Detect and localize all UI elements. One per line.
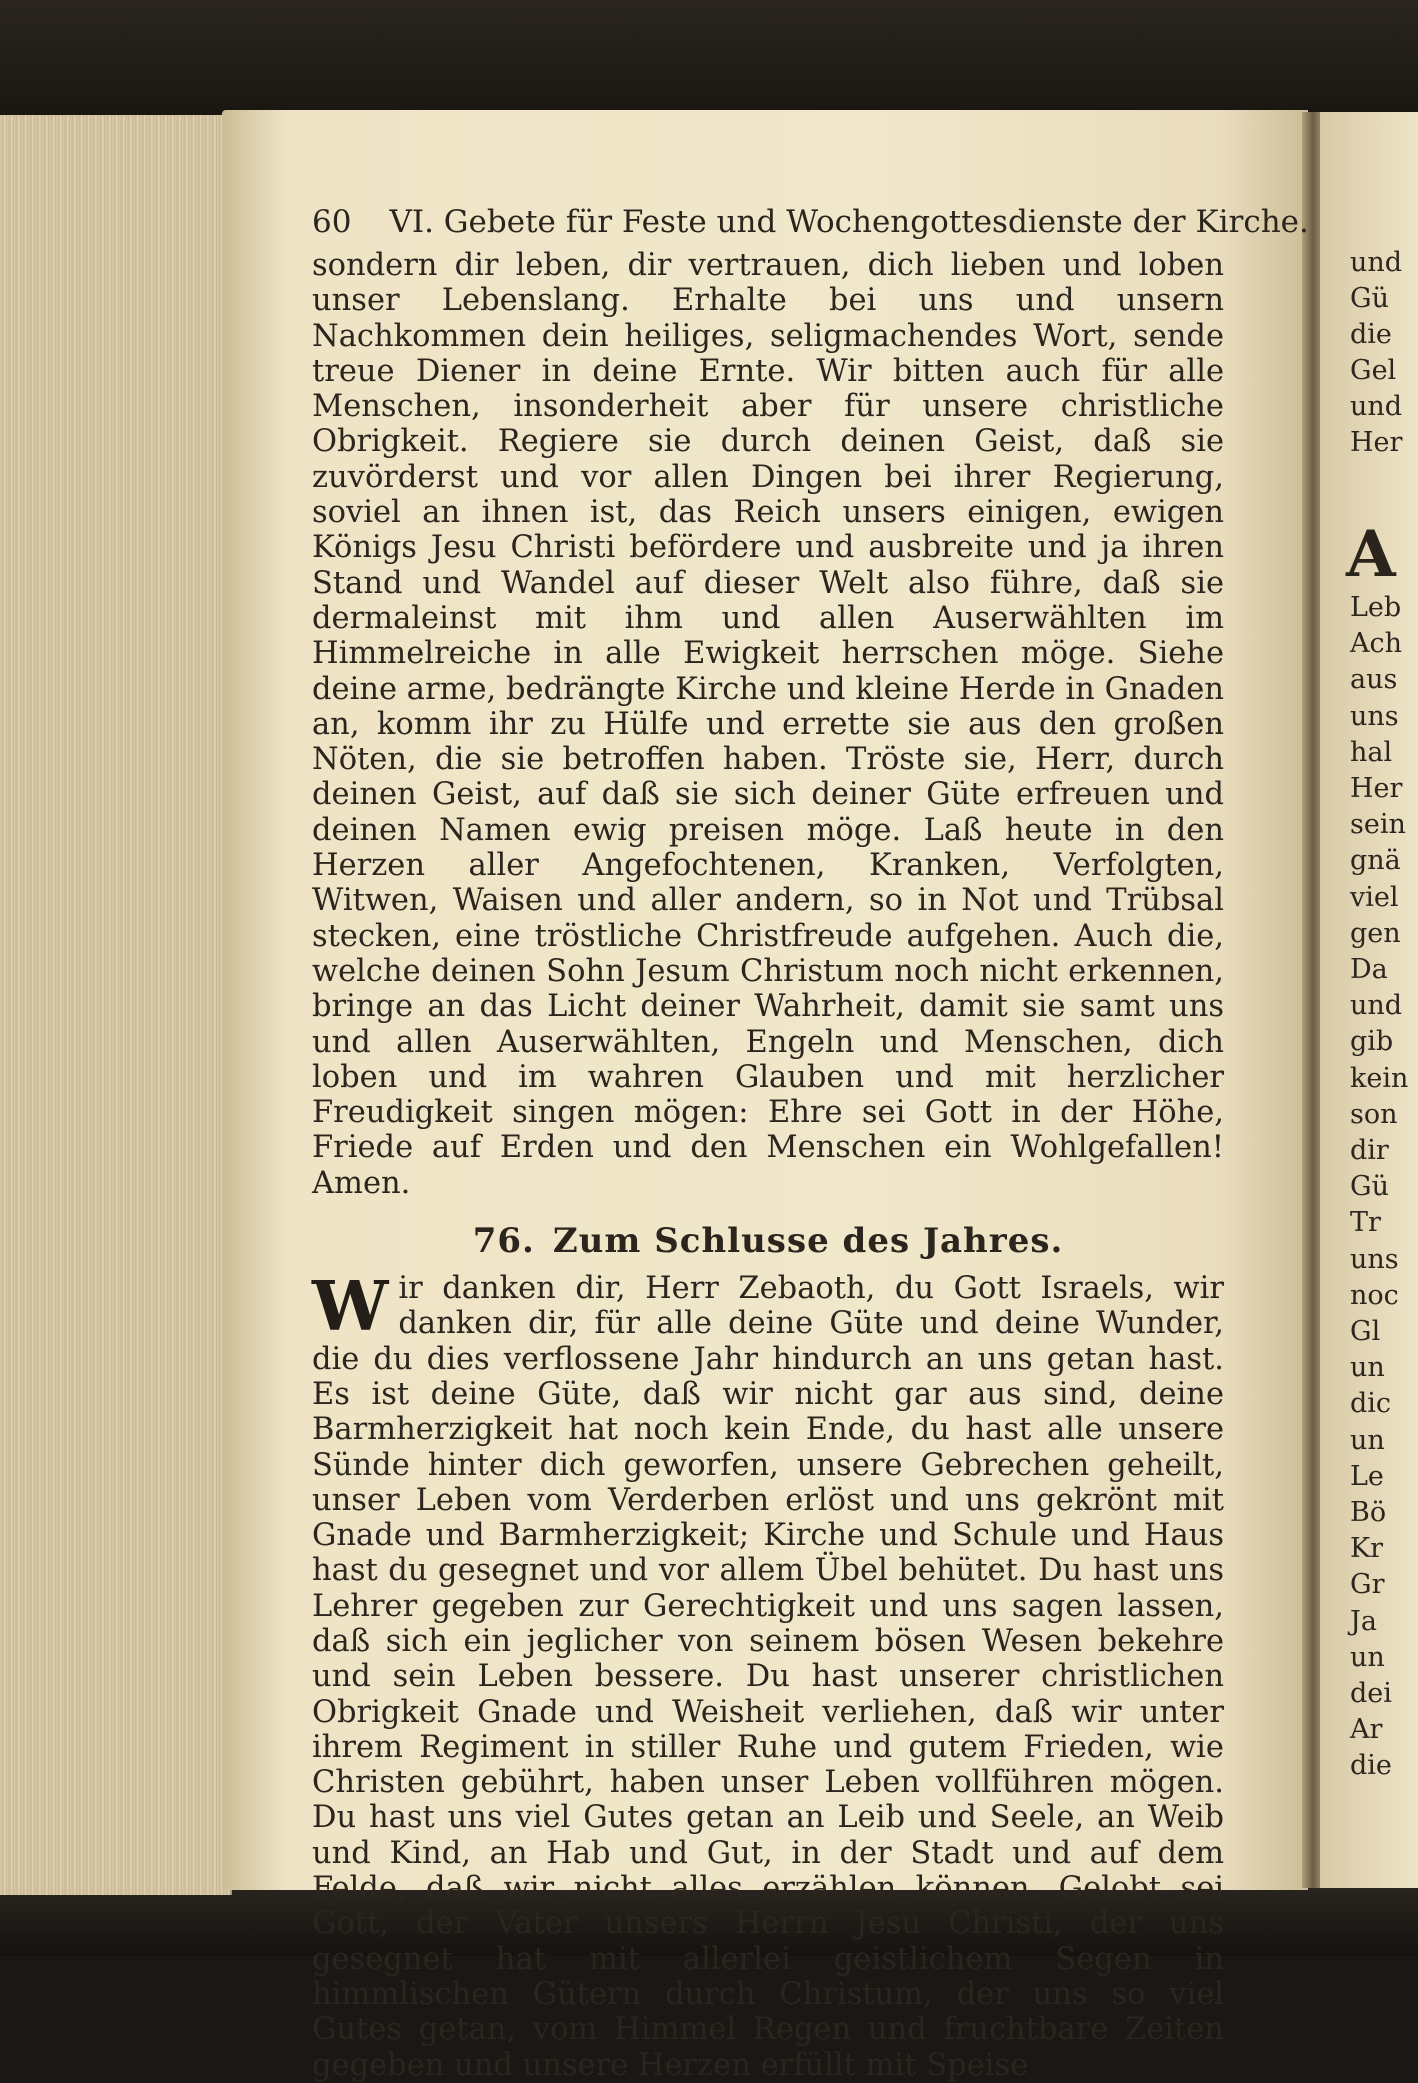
facing-page-fragment: uns	[1350, 1243, 1399, 1275]
page-text	[312, 200, 1309, 2083]
prayer-heading	[312, 1211, 1224, 1271]
facing-page-fragment: Her	[1350, 427, 1403, 458]
facing-page-fragment: Her	[1350, 773, 1403, 804]
page-number: 60	[312, 204, 352, 240]
facing-page-fragment: Gl	[1350, 1316, 1381, 1347]
facing-page-fragment: und	[1350, 247, 1403, 278]
facing-page-fragment: Ach	[1350, 628, 1403, 660]
facing-page-fragment: dei	[1350, 1678, 1392, 1709]
continuation-paragraph: sondern dir leben, dir vertrauen, dich lieben und loben unser Lebenslang. Erhalte bei uns und unsern Nachkommen dein heiliges, seligmachendes Wort, sende treue Diener in deine Ernte. Wir bitten auch für alle Menschen, insonderheit aber für unsere christliche Obrigkeit. Regiere sie durch deinen Geist, daß sie zuvörderst und vor allen Dingen bei ihrer Regierung, soviel an ihnen ist, das Reich unsers einigen, ewigen Königs Jesu Christi befördere und ausbreite und ja ihren Stand und Wandel auf dieser Welt also führe, daß sie dermaleinst mit ihm und allen Auserwählten im Himmelreiche in alle Ewigkeit herrschen möge. Siehe deine arme, bedrängte Kirche und kleine Herde in Gnaden an, komm ihr zu Hülfe und errette sie aus den großen Nöten, die sie betroffen haben. Tröste sie, Herr, durch deinen Geist, auf daß sie sich deiner Güte erfreuen und deinen Namen ewig preisen möge. Laß heute in den Herzen aller Angefochtenen, Kranken, Verfolgten, Witwen, Waisen und aller andern, so in Not und Trübsal stecken, eine tröstliche Christfreude aufgehen. Auch die, welche deinen Sohn Jesum Christum noch nicht erkennen, bringe an das Licht deiner Wahrheit, damit sie samt uns und allen Auserwählten, Engeln und Menschen, dich loben und im wahren Glauben und mit herzlicher Freudigkeit singen mögen: Ehre sei Gott in der Höhe, Friede auf Erden und den Menschen ein Wohlgefallen! Amen.	[312, 248, 1224, 1201]
facing-page	[1320, 112, 1418, 1888]
prayer-title: Zum Schlusse des Jahres.	[552, 1221, 1064, 1262]
facing-page-fragment: hal	[1350, 736, 1393, 768]
facing-page-fragment: Leb	[1350, 592, 1402, 623]
facing-page-fragment: uns	[1350, 700, 1399, 732]
prayer-text: ir danken dir, Herr Zebaoth, du Gott Israels, wir danken dir, für alle deine Güte und deine Wunder, die du dies verflossene Jahr hindurch an uns getan hast. Es ist deine Güte, daß wir nicht gar aus sind, deine Barmherzigkeit hat noch kein Ende, du hast alle unsere Sünde hinter dich geworfen, unsere Gebrechen geheilt, unser Leben vom Verderben erlöst und uns gekrönt mit Gnade und Barmherzigkeit; Kirche und Schule und Haus hast du gesegnet und vor allem Übel behütet. Du hast uns Lehrer gegeben zur Gerechtigkeit und uns sagen lassen, daß sich ein jeglicher von seinem bösen Wesen bekehre und sein Leben bessere. Du hast unserer christlichen Obrigkeit Gnade und Weisheit verliehen, daß wir unter ihrem Regiment in stiller Ruhe und gutem Frieden, wie Christen gebührt, haben unser Leben vollführen mögen. Du hast uns viel Gutes getan an Leib und Seele, an Weib und Kind, an Hab und Gut, in der Stadt und auf dem Felde, daß wir nicht alles erzählen können. Gelobt sei Gott, der Vater unsers Herrn Jesu Christi, der uns gesegnet hat mit allerlei geistlichem Segen in himmlischen Gütern durch Christum, der uns so viel Gutes getan, vom Himmel Regen und fruchtbare Zeiten gegeben und unsere Herzen erfüllt mit Speise	[312, 1271, 1224, 2083]
facing-page-fragment: aus	[1350, 664, 1398, 696]
facing-page-drop-cap: A	[1346, 517, 1396, 592]
drop-cap: W	[312, 1267, 389, 1348]
facing-page-fragment: und	[1350, 990, 1403, 1022]
facing-page-fragment: dic	[1350, 1388, 1392, 1420]
facing-page-fragment: un	[1350, 1641, 1385, 1673]
facing-page-fragment: gib	[1350, 1026, 1394, 1058]
facing-page-fragment: kein	[1350, 1062, 1409, 1094]
prayer-number: 76.	[472, 1221, 535, 1262]
facing-page-fragment: Kr	[1350, 1533, 1384, 1565]
running-head	[312, 200, 1309, 248]
facing-page-fragment: Gr	[1350, 1569, 1385, 1601]
facing-page-fragment: Bö	[1350, 1497, 1387, 1528]
facing-page-fragment: sein	[1350, 809, 1406, 841]
facing-page-fragment: Ar	[1350, 1714, 1383, 1746]
facing-page-fragment: gen	[1350, 917, 1401, 949]
facing-page-fragment: Le	[1350, 1460, 1384, 1492]
facing-page-fragment: dir	[1350, 1135, 1389, 1166]
facing-page-fragment: Gel	[1350, 355, 1397, 386]
facing-page-fragment: son	[1350, 1098, 1398, 1130]
facing-page-fragment: Gü	[1350, 283, 1389, 314]
facing-page-fragment: Tr	[1350, 1207, 1381, 1239]
facing-page-fragment: noc	[1350, 1279, 1399, 1311]
page-stack-edges	[0, 115, 232, 1895]
prayer-paragraph	[312, 1267, 1224, 2083]
running-head-title: VI. Gebete für Feste und Wochengottesdienste der Kirche.	[389, 204, 1309, 240]
facing-page-fragment: die	[1350, 1750, 1392, 1782]
facing-page-fragment: Da	[1350, 954, 1388, 985]
facing-page-fragment: un	[1350, 1424, 1385, 1456]
background-top	[0, 0, 1418, 120]
facing-page-fragment: Ja	[1350, 1605, 1377, 1637]
facing-page-fragment: Gü	[1350, 1171, 1389, 1203]
facing-page-fragment: un	[1350, 1352, 1385, 1384]
facing-page-fragment: gnä	[1350, 845, 1401, 877]
facing-page-fragment: viel	[1350, 881, 1399, 913]
facing-page-fragment: die	[1350, 319, 1392, 350]
facing-page-fragment: und	[1350, 391, 1403, 422]
